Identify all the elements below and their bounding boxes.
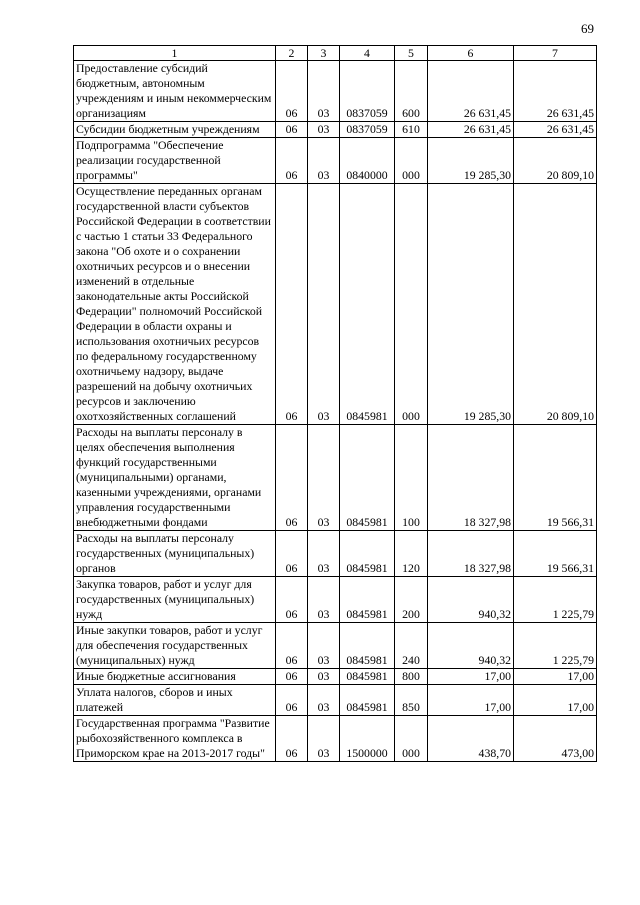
table-row bbox=[74, 577, 597, 623]
row-section-cell: 06 bbox=[276, 685, 308, 716]
row-target-code-cell: 0845981 bbox=[340, 184, 395, 425]
row-section-cell: 06 bbox=[276, 184, 308, 425]
row-amount-year1-cell: 19 285,30 bbox=[428, 184, 514, 425]
row-expense-type-cell: 120 bbox=[395, 531, 428, 577]
row-section-cell: 06 bbox=[276, 425, 308, 531]
row-amount-year1-cell: 940,32 bbox=[428, 623, 514, 669]
row-subsection-cell: 03 bbox=[308, 623, 340, 669]
row-expense-type-cell: 000 bbox=[395, 138, 428, 184]
row-section-cell: 06 bbox=[276, 61, 308, 122]
row-subsection-cell: 03 bbox=[308, 138, 340, 184]
row-subsection-cell: 03 bbox=[308, 184, 340, 425]
table-row bbox=[74, 138, 597, 184]
row-target-code-cell: 0845981 bbox=[340, 685, 395, 716]
table-row bbox=[74, 122, 597, 138]
row-section-cell: 06 bbox=[276, 669, 308, 685]
row-expense-type-cell: 000 bbox=[395, 716, 428, 762]
table-row bbox=[74, 669, 597, 685]
row-target-code-cell: 0845981 bbox=[340, 669, 395, 685]
row-section-cell: 06 bbox=[276, 577, 308, 623]
row-amount-year1-cell: 438,70 bbox=[428, 716, 514, 762]
row-expense-type-cell: 850 bbox=[395, 685, 428, 716]
table-row bbox=[74, 531, 597, 577]
row-amount-year2-cell: 473,00 bbox=[514, 716, 597, 762]
row-section-cell: 06 bbox=[276, 138, 308, 184]
row-amount-year2-cell: 26 631,45 bbox=[514, 122, 597, 138]
row-expense-type-cell: 610 bbox=[395, 122, 428, 138]
row-amount-year2-cell: 26 631,45 bbox=[514, 61, 597, 122]
row-name-cell: Уплата налогов, сборов и иных платежей bbox=[74, 685, 276, 716]
row-expense-type-cell: 200 bbox=[395, 577, 428, 623]
row-name-cell: Закупка товаров, работ и услуг для государственных (муниципальных) нужд bbox=[74, 577, 276, 623]
row-name-cell: Подпрограмма "Обеспечение реализации государственной программы" bbox=[74, 138, 276, 184]
row-section-cell: 06 bbox=[276, 623, 308, 669]
row-name-cell: Иные бюджетные ассигнования bbox=[74, 669, 276, 685]
row-amount-year1-cell: 17,00 bbox=[428, 669, 514, 685]
row-expense-type-cell: 800 bbox=[395, 669, 428, 685]
row-amount-year2-cell: 19 566,31 bbox=[514, 531, 597, 577]
row-subsection-cell: 03 bbox=[308, 669, 340, 685]
row-subsection-cell: 03 bbox=[308, 425, 340, 531]
row-amount-year2-cell: 1 225,79 bbox=[514, 577, 597, 623]
row-amount-year2-cell: 19 566,31 bbox=[514, 425, 597, 531]
row-name-cell: Осуществление переданных органам государственной власти субъектов Российской Федерации в соответствии с частью 1 статьи 33 Федерального закона "Об охоте и о сохранении охотничьих ресурсов и о внесении изменений в отдельные законодательные акты Российской Федерации" полномочий Российской Федерации в области охраны и использования охотничьих ресурсов по федеральному государственному охотничьему надзору, выдаче разрешений на добычу охотничьих ресурсов и заключению охотхозяйственных соглашений bbox=[74, 184, 276, 425]
table-row bbox=[74, 61, 597, 122]
table-row bbox=[74, 623, 597, 669]
row-subsection-cell: 03 bbox=[308, 122, 340, 138]
row-target-code-cell: 0845981 bbox=[340, 531, 395, 577]
table-row bbox=[74, 716, 597, 762]
row-amount-year1-cell: 19 285,30 bbox=[428, 138, 514, 184]
table-row bbox=[74, 425, 597, 531]
row-amount-year1-cell: 26 631,45 bbox=[428, 122, 514, 138]
row-amount-year1-cell: 940,32 bbox=[428, 577, 514, 623]
header-col-5: 5 bbox=[395, 46, 428, 61]
row-section-cell: 06 bbox=[276, 531, 308, 577]
row-target-code-cell: 0845981 bbox=[340, 577, 395, 623]
row-subsection-cell: 03 bbox=[308, 577, 340, 623]
header-col-3: 3 bbox=[308, 46, 340, 61]
row-subsection-cell: 03 bbox=[308, 716, 340, 762]
row-name-cell: Расходы на выплаты персоналу в целях обеспечения выполнения функций государственными (муниципальными) органами, казенными учреждениями, органами управления государственными внебюджетными фондами bbox=[74, 425, 276, 531]
header-col-2: 2 bbox=[276, 46, 308, 61]
page-number: 69 bbox=[581, 21, 594, 36]
row-name-cell: Субсидии бюджетным учреждениям bbox=[74, 122, 276, 138]
row-expense-type-cell: 600 bbox=[395, 61, 428, 122]
header-row bbox=[74, 46, 597, 61]
row-name-cell: Государственная программа "Развитие рыбохозяйственного комплекса в Приморском крае на 2013-2017 годы" bbox=[74, 716, 276, 762]
row-target-code-cell: 1500000 bbox=[340, 716, 395, 762]
row-amount-year1-cell: 18 327,98 bbox=[428, 425, 514, 531]
row-amount-year1-cell: 17,00 bbox=[428, 685, 514, 716]
row-amount-year2-cell: 17,00 bbox=[514, 669, 597, 685]
row-expense-type-cell: 000 bbox=[395, 184, 428, 425]
header-col-7: 7 bbox=[514, 46, 597, 61]
header-col-1: 1 bbox=[74, 46, 276, 61]
header-col-4: 4 bbox=[340, 46, 395, 61]
row-amount-year2-cell: 17,00 bbox=[514, 685, 597, 716]
row-subsection-cell: 03 bbox=[308, 685, 340, 716]
row-amount-year1-cell: 26 631,45 bbox=[428, 61, 514, 122]
header-col-6: 6 bbox=[428, 46, 514, 61]
row-name-cell: Предоставление субсидий бюджетным, автономным учреждениям и иным некоммерческим организациям bbox=[74, 61, 276, 122]
row-amount-year2-cell: 20 809,10 bbox=[514, 138, 597, 184]
row-name-cell: Расходы на выплаты персоналу государственных (муниципальных) органов bbox=[74, 531, 276, 577]
row-amount-year2-cell: 1 225,79 bbox=[514, 623, 597, 669]
budget-table bbox=[73, 45, 597, 762]
row-expense-type-cell: 100 bbox=[395, 425, 428, 531]
row-target-code-cell: 0840000 bbox=[340, 138, 395, 184]
table-body bbox=[74, 61, 597, 762]
row-name-cell: Иные закупки товаров, работ и услуг для обеспечения государственных (муниципальных) нужд bbox=[74, 623, 276, 669]
row-subsection-cell: 03 bbox=[308, 531, 340, 577]
row-subsection-cell: 03 bbox=[308, 61, 340, 122]
row-section-cell: 06 bbox=[276, 122, 308, 138]
row-target-code-cell: 0837059 bbox=[340, 122, 395, 138]
row-expense-type-cell: 240 bbox=[395, 623, 428, 669]
table-row bbox=[74, 685, 597, 716]
row-amount-year2-cell: 20 809,10 bbox=[514, 184, 597, 425]
row-section-cell: 06 bbox=[276, 716, 308, 762]
row-target-code-cell: 0845981 bbox=[340, 623, 395, 669]
table-row bbox=[74, 184, 597, 425]
row-amount-year1-cell: 18 327,98 bbox=[428, 531, 514, 577]
row-target-code-cell: 0845981 bbox=[340, 425, 395, 531]
row-target-code-cell: 0837059 bbox=[340, 61, 395, 122]
